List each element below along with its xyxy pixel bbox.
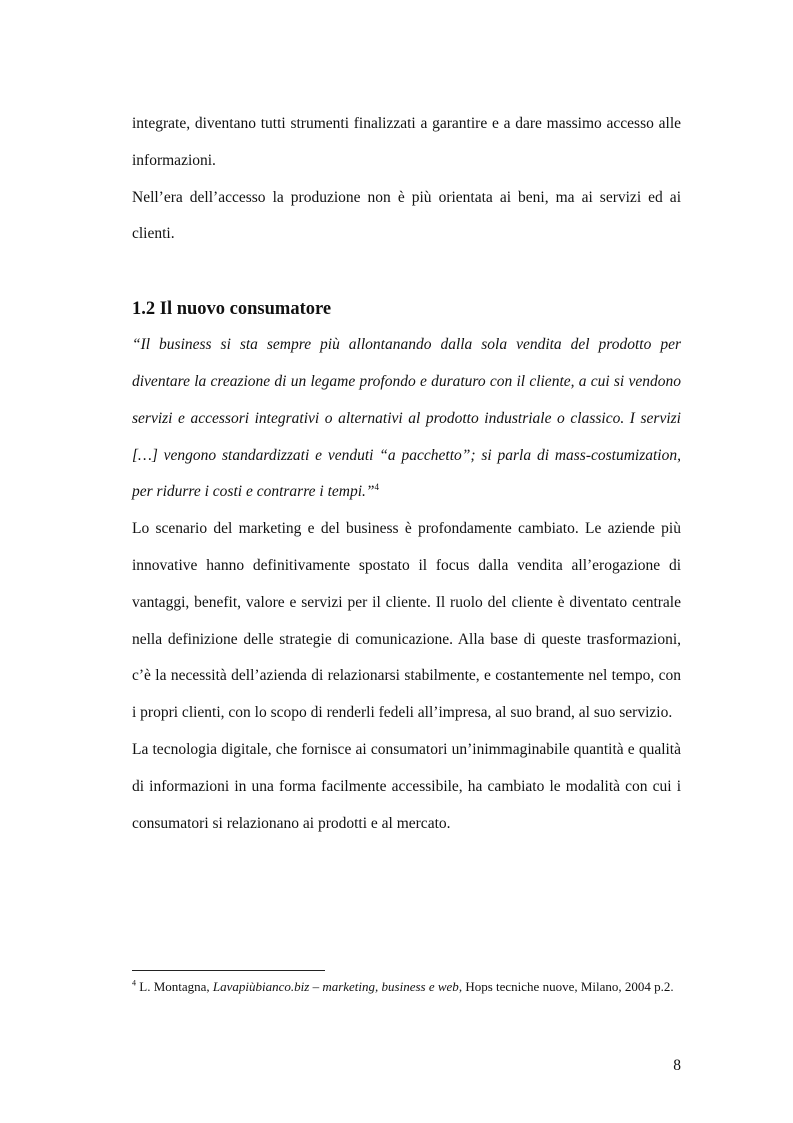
section-heading: 1.2 Il nuovo consumatore bbox=[132, 299, 332, 320]
footnote-divider bbox=[132, 970, 325, 971]
section-spacer bbox=[132, 253, 681, 291]
footnote-author: L. Montagna, bbox=[136, 979, 213, 994]
footnote bbox=[132, 978, 681, 995]
footnote-number: 4 bbox=[132, 978, 136, 988]
footnote-reference: 4 bbox=[374, 482, 380, 493]
body-text bbox=[132, 106, 681, 842]
paragraph: Lo scenario del marketing e del business è profondamente cambiato. Le aziende più innovative hanno definitivamente spostato il focus dalla vendita all’erogazione di vantaggi, benefit, valore e servizi per il cliente. Il ruolo del cliente è diventato centrale nella definizione delle strategie di comunicazione. Alla base di queste trasformazioni, c’è la necessità dell’azienda di relazionarsi stabilmente, e costantemente nel tempo, con i propri clienti, con lo scopo di renderli fedeli all’impresa, al suo brand, al suo servizio. bbox=[132, 520, 681, 722]
paragraph: Nell’era dell’accesso la produzione non è più orientata ai beni, ma ai servizi ed ai clienti. bbox=[132, 188, 681, 243]
footnote-rest: , Hops tecniche nuove, Milano, 2004 p.2. bbox=[458, 979, 674, 994]
footnote-title: Lavapiùbianco.biz – marketing, business e web bbox=[212, 979, 459, 994]
quote-text: “Il business si sta sempre più allontanando dalla sola vendita del prodotto per diventare la creazione di un legame profondo e duraturo con il cliente, a cui si vendono servizi e accessori integrativi o alternativi al prodotto industriale o classico. I servizi […] vengono standardizzati e venduti “a pacchetto”; si parla di mass-costumization, per ridurre i costi e contrarre i tempi.” bbox=[132, 336, 681, 501]
paragraph: integrate, diventano tutti strumenti finalizzati a garantire e a dare massimo accesso alle informazioni. bbox=[132, 115, 681, 169]
page-number: 8 bbox=[673, 1057, 681, 1074]
block-quote bbox=[132, 327, 681, 511]
paragraph: La tecnologia digitale, che fornisce ai consumatori un’inimmaginabile quantità e qualità di informazioni in una forma facilmente accessibile, ha cambiato le modalità con cui i consumatori si relazionano ai prodotti e al mercato. bbox=[132, 740, 681, 832]
